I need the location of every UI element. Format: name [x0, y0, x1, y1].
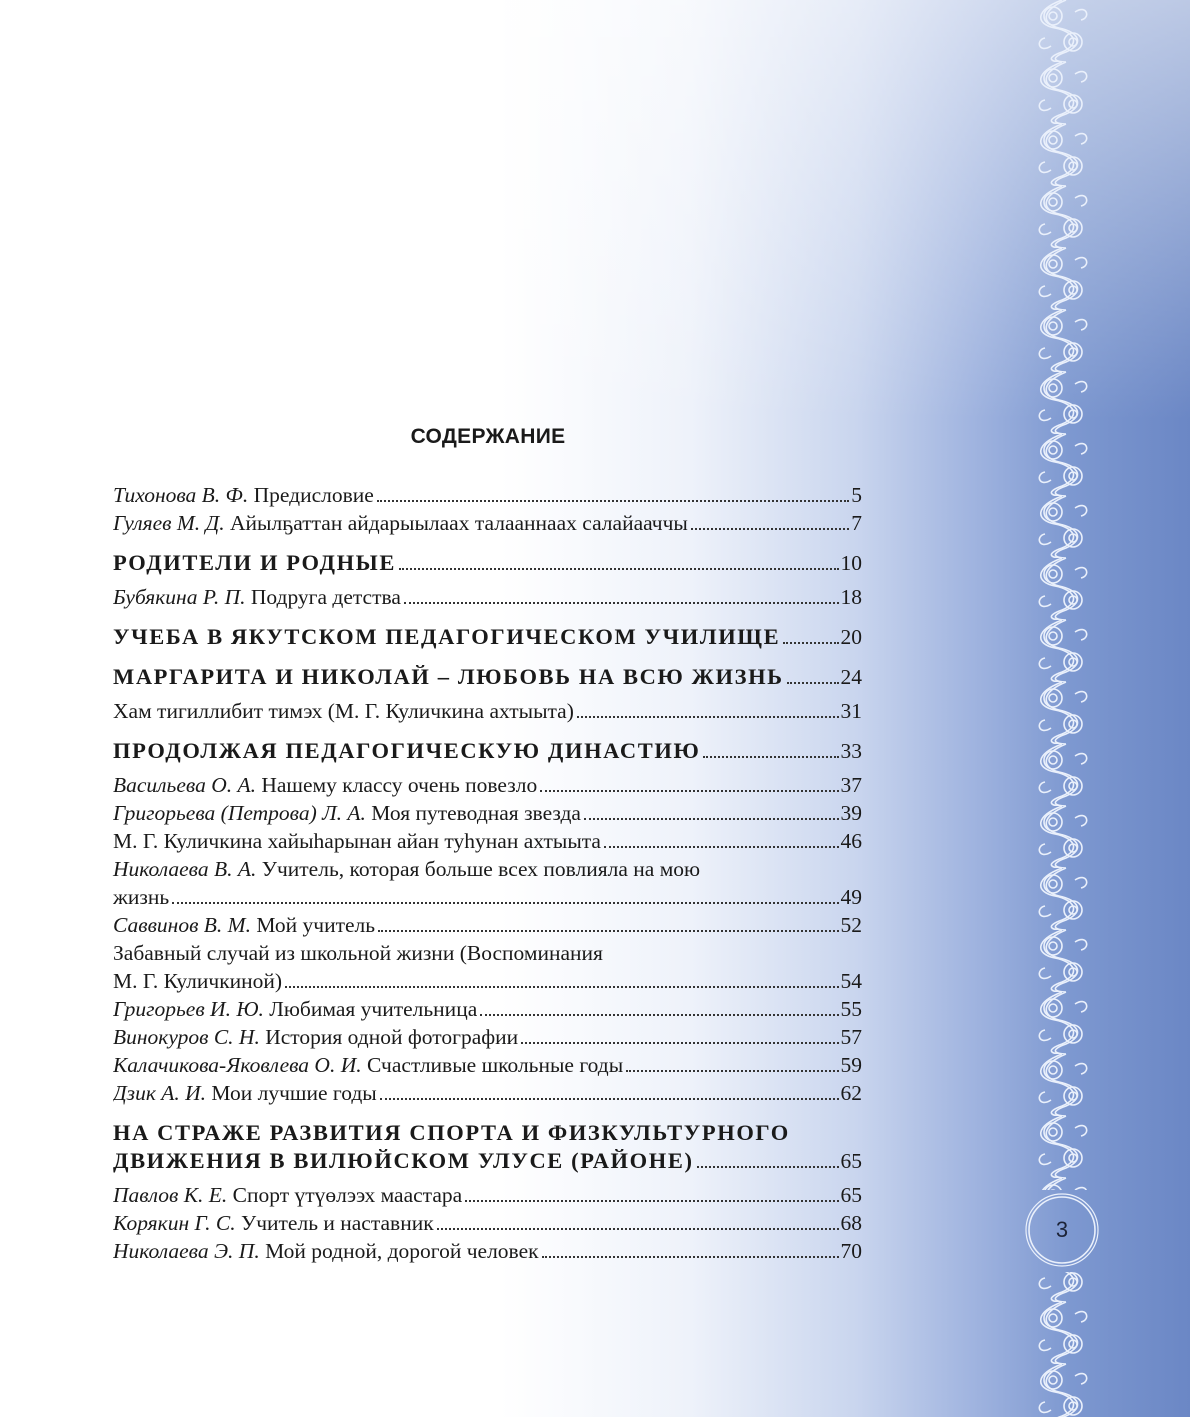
entry-author: Тихонова В. Ф.: [113, 483, 249, 507]
entry-first-line: [113, 939, 862, 967]
section-title: ДВИЖЕНИЯ В ВИЛЮЙСКОМ УЛУСЕ (РАЙОНЕ): [113, 1148, 694, 1173]
toc-entry[interactable]: [113, 799, 862, 827]
entry-title: История одной фотографии: [265, 1025, 519, 1049]
entry-author: Винокуров С. Н.: [113, 1025, 260, 1049]
toc-section-entry[interactable]: [113, 737, 862, 765]
toc-entry[interactable]: [113, 583, 862, 611]
entry-author: Дзик А. И.: [113, 1081, 207, 1105]
entry-title: Любимая учительница: [269, 997, 478, 1021]
entry-author: Николаева В. А.: [113, 857, 257, 881]
page-ref: 55: [840, 997, 862, 1021]
page-ref: 57: [840, 1025, 862, 1049]
entry-text: [113, 583, 401, 611]
toc-entry[interactable]: [113, 771, 862, 799]
entry-author: Корякин Г. С.: [113, 1211, 236, 1235]
dot-leader: [437, 1228, 839, 1230]
entry-title: Спорт үтүөлээх маастара: [232, 1183, 463, 1207]
entry-author: Бубякина Р. П.: [113, 585, 246, 609]
dot-leader: [540, 790, 838, 792]
toc-entry[interactable]: [113, 1023, 862, 1051]
toc-entry[interactable]: [113, 697, 862, 725]
entry-title: М. Г. Куличкина хайыһарынан айан туһунан ахтыыта: [113, 829, 601, 853]
dot-leader: [783, 642, 838, 644]
entry-text: [113, 883, 169, 911]
entry-text: [113, 1237, 539, 1265]
dot-leader: [691, 528, 849, 530]
entry-text: [113, 995, 477, 1023]
entry-title: Моя путеводная звезда: [371, 801, 581, 825]
page-ref: 7: [851, 511, 862, 535]
dot-leader: [480, 1014, 838, 1016]
entry-text: [113, 1051, 623, 1079]
entry-text: [113, 911, 375, 939]
entry-text: [113, 1209, 434, 1237]
dot-leader: [172, 902, 838, 904]
background-fade: [0, 0, 1190, 420]
entry-text: [113, 481, 374, 509]
entry-title: Счастливые школьные годы: [367, 1053, 624, 1077]
entry-title: Подруга детства: [250, 585, 401, 609]
page-ref: 46: [840, 829, 862, 853]
entry-title-continued: жизнь: [113, 885, 170, 909]
entry-author: Григорьев И. Ю.: [113, 997, 264, 1021]
dot-leader: [703, 756, 838, 758]
contents-heading: СОДЕРЖАНИЕ: [410, 425, 566, 448]
page-ref: 39: [840, 801, 862, 825]
entry-text: [113, 967, 282, 995]
dot-leader: [399, 568, 839, 570]
toc-entry[interactable]: [113, 509, 862, 537]
entry-title: Нашему классу очень повезло: [261, 773, 538, 797]
entry-text: [113, 1079, 377, 1107]
entry-author: Павлов К. Е.: [113, 1183, 228, 1207]
page-ref: 37: [840, 773, 862, 797]
entry-text: [113, 697, 574, 725]
page-ref: 62: [840, 1081, 862, 1105]
page-ref: 5: [851, 483, 862, 507]
dot-leader: [542, 1256, 839, 1258]
page-ref: 10: [840, 551, 862, 575]
toc-entry[interactable]: [113, 1209, 862, 1237]
page-ref: 54: [840, 969, 862, 993]
toc-section-entry[interactable]: [113, 663, 862, 691]
entry-title: Учитель и наставник: [240, 1211, 434, 1235]
section-title: МАРГАРИТА И НИКОЛАЙ – ЛЮБОВЬ НА ВСЮ ЖИЗНЬ: [113, 664, 784, 689]
entry-author: Николаева Э. П.: [113, 1239, 260, 1263]
entry-author: Гуляев М. Д.: [113, 511, 225, 535]
toc-entry[interactable]: [113, 995, 862, 1023]
page-ref: 24: [840, 665, 862, 689]
dot-leader: [465, 1200, 838, 1202]
entry-title: Хам тигиллибит тимэх (М. Г. Куличкина ахтыыта): [113, 699, 574, 723]
section-title: ПРОДОЛЖАЯ ПЕДАГОГИЧЕСКУЮ ДИНАСТИЮ: [113, 738, 701, 763]
entry-text: [113, 771, 537, 799]
page-ref: 59: [840, 1053, 862, 1077]
toc-section-entry[interactable]: [113, 623, 862, 651]
toc-entry[interactable]: [113, 911, 862, 939]
dot-leader: [604, 846, 839, 848]
dot-leader: [584, 818, 839, 820]
dot-leader: [404, 602, 839, 604]
page-ref: 18: [840, 585, 862, 609]
page-number: 3: [1055, 1217, 1069, 1242]
entry-first-line: [113, 855, 862, 883]
entry-title: Забавный случай из школьной жизни (Воспоминания: [113, 941, 603, 965]
entry-text: [113, 1181, 462, 1209]
entry-text: [113, 827, 601, 855]
entry-title: Мой родной, дорогой человек: [265, 1239, 539, 1263]
entry-author: Калачикова-Яковлева О. И.: [113, 1053, 362, 1077]
dot-leader: [697, 1166, 839, 1168]
page-ref: 70: [840, 1239, 862, 1263]
entry-title: Мои лучшие годы: [211, 1081, 377, 1105]
entry-author: Васильева О. А.: [113, 773, 256, 797]
entry-author: Саввинов В. М.: [113, 913, 251, 937]
page-ref: 20: [840, 625, 862, 649]
toc-entry[interactable]: [113, 481, 862, 509]
dot-leader: [285, 986, 838, 988]
section-heading-line: НА СТРАЖЕ РАЗВИТИЯ СПОРТА И ФИЗКУЛЬТУРНОГО: [113, 1120, 790, 1145]
dot-leader: [380, 1098, 839, 1100]
dot-leader: [626, 1070, 838, 1072]
dot-leader: [521, 1042, 838, 1044]
page-ref: 65: [840, 1149, 862, 1173]
toc-entry[interactable]: [113, 1051, 862, 1079]
dot-leader: [377, 500, 849, 502]
entry-title-continued: М. Г. Куличкиной): [113, 969, 283, 993]
table-of-contents: [113, 481, 862, 1265]
page-ref: 65: [840, 1183, 862, 1207]
entry-text: [113, 509, 688, 537]
entry-title: Айылҕаттан айдарыылаах талааннаах салайааччы: [229, 511, 688, 535]
toc-entry[interactable]: [113, 1181, 862, 1209]
page-ref: 33: [840, 739, 862, 763]
toc-entry[interactable]: [113, 967, 862, 995]
toc-entry[interactable]: [113, 883, 862, 911]
dot-leader: [378, 930, 838, 932]
entry-author: Григорьева (Петрова) Л. А.: [113, 801, 366, 825]
entry-title: Учитель, которая больше всех повлияла на мою: [261, 857, 701, 881]
page-ref: 31: [840, 699, 862, 723]
toc-entry[interactable]: [113, 827, 862, 855]
dot-leader: [787, 682, 839, 684]
toc-entry[interactable]: [113, 1079, 862, 1107]
section-title: РОДИТЕЛИ И РОДНЫЕ: [113, 550, 396, 575]
entry-title: Предисловие: [253, 483, 374, 507]
toc-entry[interactable]: [113, 1237, 862, 1265]
toc-section-entry[interactable]: [113, 1147, 862, 1175]
page-ref: 68: [840, 1211, 862, 1235]
entry-text: [113, 799, 581, 827]
entry-title: Мой учитель: [256, 913, 376, 937]
dot-leader: [577, 716, 839, 718]
toc-section-entry[interactable]: [113, 549, 862, 577]
entry-text: [113, 1023, 518, 1051]
page-ref: 52: [840, 913, 862, 937]
page-ref: 49: [840, 885, 862, 909]
section-title: УЧЕБА В ЯКУТСКОМ ПЕДАГОГИЧЕСКОМ УЧИЛИЩЕ: [113, 624, 781, 649]
